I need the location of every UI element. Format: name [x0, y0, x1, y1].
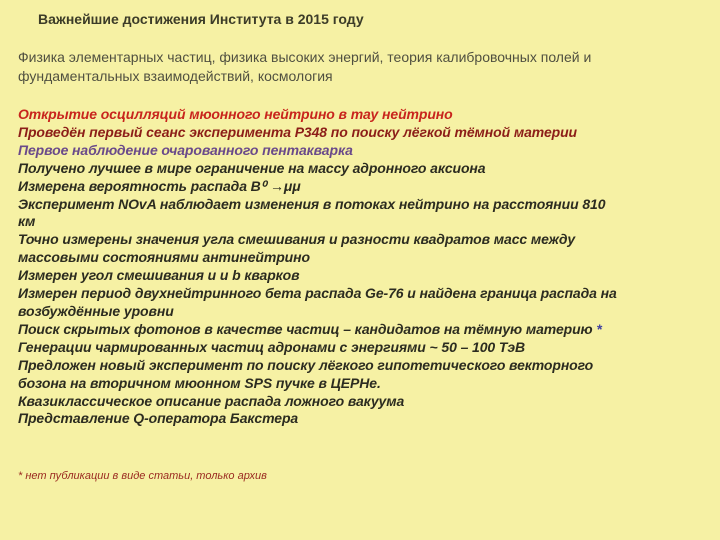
achievement-line — [18, 357, 718, 375]
subtitle-line: фундаментальных взаимодействий, космология — [18, 68, 333, 84]
achievement-text: Представление Q-оператора Бакстера — [18, 410, 299, 427]
achievement-line — [18, 339, 718, 357]
achievement-text: массовыми состояниями антинейтрино — [18, 249, 310, 266]
section-subtitle — [18, 48, 708, 86]
achievement-line — [18, 178, 718, 196]
achievement-text: Открытие осцилляций мюонного нейтрино в тау нейтрино — [18, 106, 453, 122]
achievement-text: возбуждённые уровни — [18, 302, 174, 319]
achievement-line — [18, 285, 718, 303]
achievement-text: Проведён первый сеанс эксперимента P348 по поиску лёгкой тёмной материи — [18, 123, 578, 140]
achievement-text: Точно измерены значения угла смешивания и разности квадратов масс между — [18, 231, 576, 248]
achievement-line — [18, 231, 718, 249]
achievement-text: Первое наблюдение очарованного пентакварка — [18, 141, 353, 158]
achievement-text: Эксперимент NOvA наблюдает изменения в потоках нейтрино на расстоянии 810 — [18, 195, 606, 212]
achievement-text: Генерации чармированных частиц адронами с энергиями ~ 50 – 100 ТэВ — [18, 338, 525, 355]
achievement-text: Поиск скрытых фотонов в качестве частиц – кандидатов на тёмную материю — [18, 320, 593, 337]
achievement-line — [18, 393, 718, 411]
achievement-line — [18, 410, 718, 428]
achievement-text: Предложен новый эксперимент по поиску лёгкого гипотетического векторного — [18, 356, 594, 373]
achievement-line — [18, 124, 718, 142]
achievement-text: Квазиклассическое описание распада ложного вакуума — [18, 392, 405, 409]
achievement-line — [18, 213, 718, 231]
footnote-marker: * — [592, 320, 602, 337]
achievement-line — [18, 321, 718, 339]
slide-title: Важнейшие достижения Института в 2015 году — [38, 11, 364, 27]
achievement-text: бозона на вторичном мюонном SPS пучке в ЦЕРНе. — [18, 374, 381, 391]
achievement-line — [18, 303, 718, 321]
achievement-line — [18, 267, 718, 285]
achievement-line — [18, 196, 718, 214]
achievement-text: Измерена вероятность распада B⁰ →μμ — [18, 177, 301, 194]
achievement-line — [18, 249, 718, 267]
achievement-line — [18, 160, 718, 178]
achievement-text: Измерен период двухнейтринного бета распада Ge-76 и найдена граница распада на — [18, 285, 617, 302]
achievement-line — [18, 375, 718, 393]
achievement-text: Получено лучшее в мире ограничение на массу адронного аксиона — [18, 159, 486, 176]
subtitle-line: Физика элементарных частиц, физика высоких энергий, теория калибровочных полей и — [18, 49, 592, 65]
achievement-text: км — [18, 213, 36, 230]
achievement-text: Измерен угол смешивания и и b кварков — [18, 267, 300, 284]
footnote: * нет публикации в виде статьи, только архив — [18, 470, 267, 482]
achievements-list — [18, 106, 718, 428]
achievement-line — [18, 142, 718, 160]
achievement-line — [18, 106, 718, 124]
